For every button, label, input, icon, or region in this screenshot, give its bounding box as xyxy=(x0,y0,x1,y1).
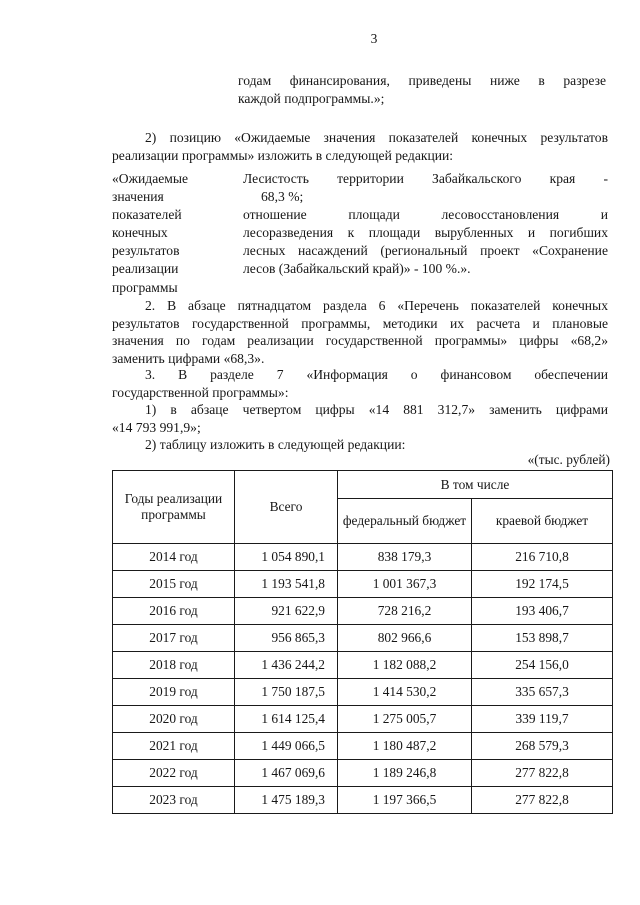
year-cell: 2022 год xyxy=(113,760,235,787)
regional-cell: 216 710,8 xyxy=(472,544,613,571)
continuation-line-1: годам финансирования, приведены ниже в разрезе xyxy=(238,73,606,88)
total-cell: 1 475 189,3 xyxy=(235,787,338,814)
total-cell: 921 622,9 xyxy=(235,598,338,625)
table-row xyxy=(113,598,613,625)
section-6-line: результатов государственной программы, методики их расчета и плановые xyxy=(112,315,608,331)
header-regional: краевой бюджет xyxy=(472,499,613,544)
total-cell: 1 436 244,2 xyxy=(235,652,338,679)
table-row xyxy=(113,787,613,814)
page-number: 3 xyxy=(370,31,378,46)
regional-cell: 277 822,8 xyxy=(472,787,613,814)
regional-cell: 193 406,7 xyxy=(472,598,613,625)
total-cell: 1 614 125,4 xyxy=(235,706,338,733)
item-2-intro-line-1: 2) позицию «Ожидаемые значения показателей конечных результатов xyxy=(145,130,608,145)
header-total: Всего xyxy=(235,471,338,544)
sub-item-1-line: «14 793 991,9»; xyxy=(112,419,201,435)
year-cell: 2016 год xyxy=(113,598,235,625)
header-years: Годы реализации программы xyxy=(113,471,235,544)
year-cell: 2023 год xyxy=(113,787,235,814)
total-cell: 1 467 069,6 xyxy=(235,760,338,787)
table-body xyxy=(113,544,613,814)
year-cell: 2018 год xyxy=(113,652,235,679)
federal-cell: 728 216,2 xyxy=(338,598,472,625)
item-2-section-6 xyxy=(112,297,608,367)
position-label-line: реализации xyxy=(112,261,179,277)
sub-item-2 xyxy=(112,436,608,454)
federal-cell: 838 179,3 xyxy=(338,544,472,571)
item-2-intro-line-2: реализации программы» изложить в следующей редакции: xyxy=(112,147,454,163)
regional-cell: 192 174,5 xyxy=(472,571,613,598)
table-row xyxy=(113,733,613,760)
table-row xyxy=(113,625,613,652)
position-value-line: лесных насаждений (региональный проект «Сохранение xyxy=(243,243,608,259)
financing-table xyxy=(112,470,613,814)
regional-cell: 268 579,3 xyxy=(472,733,613,760)
section-6-line: заменить цифрами «68,3». xyxy=(112,350,265,366)
position-label-line: показателей xyxy=(112,207,182,223)
position-label-line: значения xyxy=(112,189,164,205)
regional-cell: 339 119,7 xyxy=(472,706,613,733)
regional-cell: 277 822,8 xyxy=(472,760,613,787)
table-row xyxy=(113,760,613,787)
federal-cell: 1 189 246,8 xyxy=(338,760,472,787)
table-row xyxy=(113,544,613,571)
item-2-intro xyxy=(112,129,608,164)
sub-item-1 xyxy=(112,401,608,436)
position-label-line: конечных xyxy=(112,225,168,241)
regional-cell: 254 156,0 xyxy=(472,652,613,679)
table-row xyxy=(113,652,613,679)
header-federal: федеральный бюджет xyxy=(338,499,472,544)
position-value xyxy=(243,170,608,279)
unit-note: «(тыс. рублей) xyxy=(527,452,610,467)
table-row xyxy=(113,706,613,733)
position-value-line: лесоразведения к площади вырубленных и погибших xyxy=(243,225,608,241)
federal-cell: 1 001 367,3 xyxy=(338,571,472,598)
total-cell: 1 750 187,5 xyxy=(235,679,338,706)
sub-item-1-line: 1) в абзаце четвертом цифры «14 881 312,7» заменить цифрами xyxy=(145,402,608,417)
position-value-line: 68,3 %; xyxy=(261,189,304,205)
regional-cell: 335 657,3 xyxy=(472,679,613,706)
year-cell: 2019 год xyxy=(113,679,235,706)
position-value-line: отношение площади лесовосстановления и xyxy=(243,207,608,223)
section-7-line: 3. В разделе 7 «Информация о финансовом обеспечении xyxy=(145,367,608,382)
federal-cell: 1 182 088,2 xyxy=(338,652,472,679)
header-including: В том числе xyxy=(338,471,613,499)
total-cell: 956 865,3 xyxy=(235,625,338,652)
position-value-line: лесов (Забайкальский край)» - 100 %.». xyxy=(243,261,471,277)
position-label-line: «Ожидаемые xyxy=(112,171,189,186)
federal-cell: 802 966,6 xyxy=(338,625,472,652)
federal-cell: 1 197 366,5 xyxy=(338,787,472,814)
position-label-line: результатов xyxy=(112,243,180,259)
federal-cell: 1 275 005,7 xyxy=(338,706,472,733)
position-value-line: Лесистость территории Забайкальского края - xyxy=(243,171,608,186)
year-cell: 2020 год xyxy=(113,706,235,733)
sub-item-2-line: 2) таблицу изложить в следующей редакции: xyxy=(145,437,406,452)
year-cell: 2021 год xyxy=(113,733,235,760)
federal-cell: 1 414 530,2 xyxy=(338,679,472,706)
federal-cell: 1 180 487,2 xyxy=(338,733,472,760)
total-cell: 1 193 541,8 xyxy=(235,571,338,598)
table-row xyxy=(113,571,613,598)
year-cell: 2017 год xyxy=(113,625,235,652)
regional-cell: 153 898,7 xyxy=(472,625,613,652)
year-cell: 2015 год xyxy=(113,571,235,598)
section-6-line: значения по годам реализации государственной программы» цифры «68,2» xyxy=(112,333,608,348)
section-7-line: государственной программы»: xyxy=(112,384,289,400)
section-6-line: 2. В абзаце пятнадцатом раздела 6 «Перечень показателей конечных xyxy=(145,298,608,313)
year-cell: 2014 год xyxy=(113,544,235,571)
total-cell: 1 054 890,1 xyxy=(235,544,338,571)
total-cell: 1 449 066,5 xyxy=(235,733,338,760)
continuation-text xyxy=(238,72,606,108)
position-label xyxy=(112,170,232,297)
table-row xyxy=(113,679,613,706)
continuation-line-2: каждой подпрограммы.»; xyxy=(238,91,385,106)
item-3-section-7 xyxy=(112,366,608,401)
position-label-line: программы xyxy=(112,279,178,295)
